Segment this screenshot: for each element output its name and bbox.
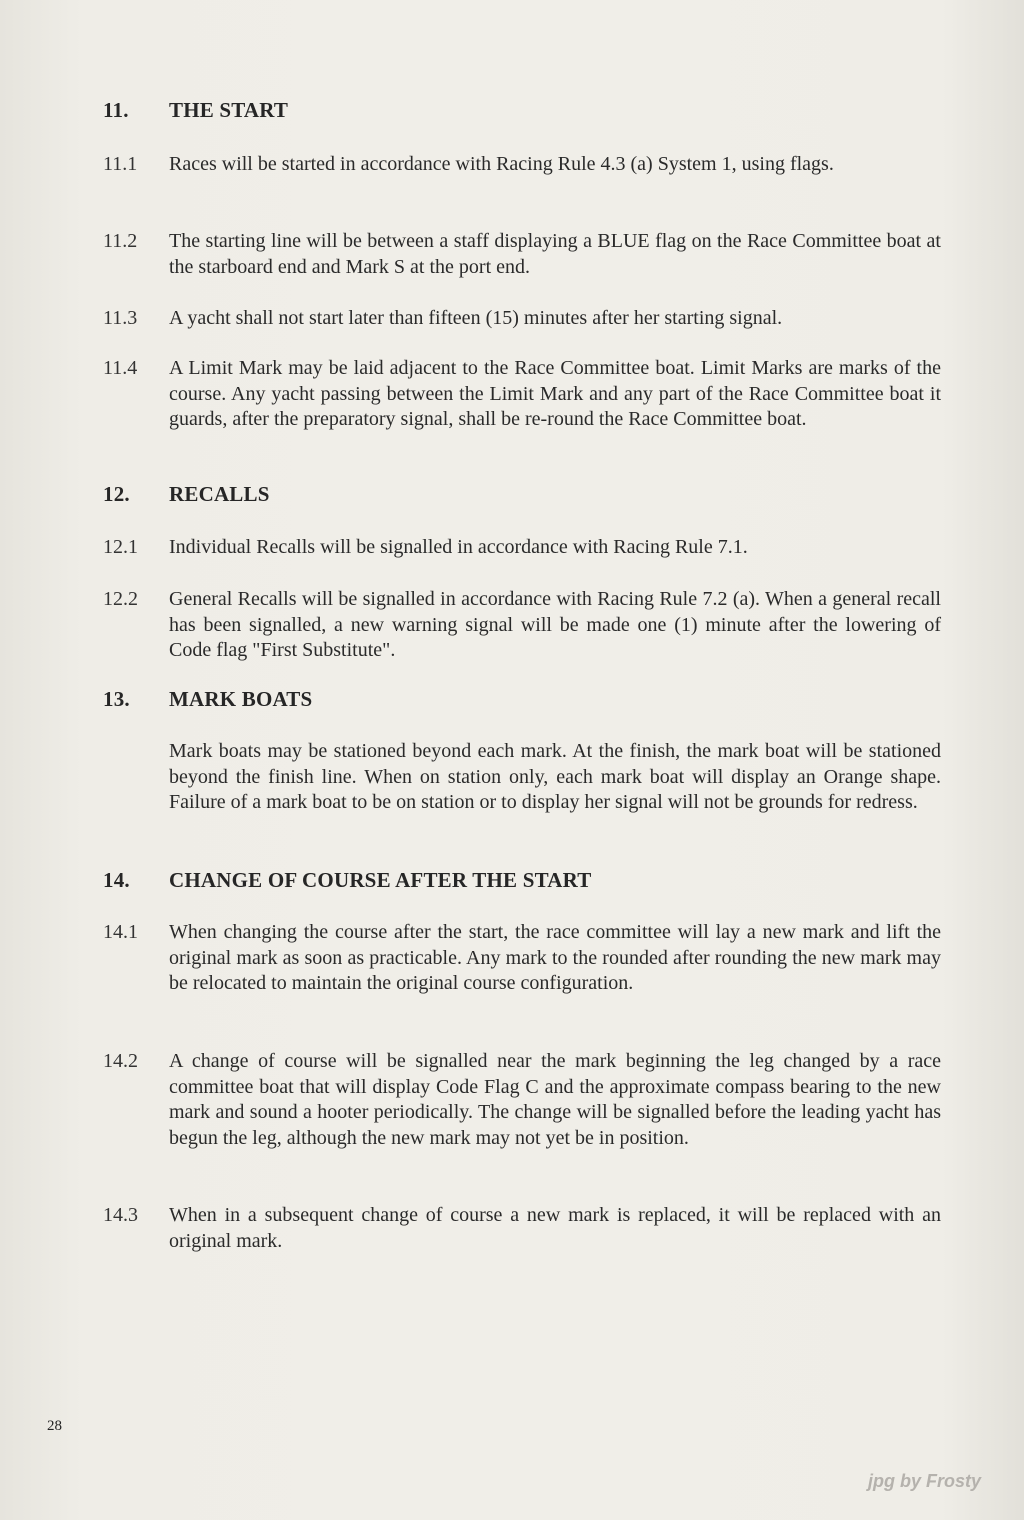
watermark: jpg by Frosty	[868, 1471, 982, 1491]
section-number: 11.	[103, 98, 129, 122]
section-13-paragraph: Mark boats may be stationed beyond each mark. At the finish, the mark boat will be stationed beyond the finish line. When on station only, each mark boat will display an Orange shape. Failure of a mark boat to be on station or to display her signal will not be grounds for redress.	[169, 740, 941, 813]
clause-14-1	[103, 920, 941, 997]
clause-number: 12.1	[103, 536, 138, 558]
clause-text: The starting line will be between a staff displaying a BLUE flag on the Race Committee boat at the starboard end and Mark S at the port end.	[169, 230, 941, 278]
section-title: MARK BOATS	[169, 687, 313, 711]
section-title: RECALLS	[169, 482, 270, 506]
clause-12-2	[103, 587, 941, 664]
clause-text: When in a subsequent change of course a new mark is replaced, it will be replaced with an original mark.	[169, 1204, 941, 1252]
clause-14-2	[103, 1049, 941, 1151]
clause-11-1	[103, 152, 941, 178]
section-title: THE START	[169, 98, 289, 122]
clause-text: When changing the course after the start, the race committee will lay a new mark and lift the original mark as soon as practicable. Any mark to the rounded after rounding the new mark may be relocated to maintain the original course configuration.	[169, 921, 941, 994]
clause-text: Races will be started in accordance with Racing Rule 4.3 (a) System 1, using flags.	[169, 153, 834, 175]
page-number: 28	[47, 1418, 62, 1434]
clause-12-1	[103, 535, 941, 561]
section-title: CHANGE OF COURSE AFTER THE START	[169, 868, 592, 892]
clause-11-2	[103, 229, 941, 280]
section-number: 14.	[103, 868, 130, 892]
section-number: 12.	[103, 482, 130, 506]
section-number: 13.	[103, 687, 130, 711]
clause-text: Individual Recalls will be signalled in accordance with Racing Rule 7.1.	[169, 536, 748, 558]
clause-number: 14.3	[103, 1204, 138, 1226]
clause-text: A Limit Mark may be laid adjacent to the Race Committee boat. Limit Marks are marks of the course. Any yacht passing between the Limit Mark and any part of the Race Committee boat it guards, after the preparatory signal, shall be re-round the Race Committee boat.	[169, 357, 941, 430]
clause-11-3	[103, 306, 941, 332]
section-heading-14	[103, 868, 591, 893]
clause-number: 14.1	[103, 921, 138, 943]
section-heading-11	[103, 98, 288, 123]
clause-11-4	[103, 356, 941, 433]
clause-number: 11.3	[103, 307, 138, 329]
clause-number: 11.4	[103, 357, 138, 379]
clause-number: 12.2	[103, 588, 138, 610]
clause-text: General Recalls will be signalled in accordance with Racing Rule 7.2 (a). When a general recall has been signalled, a new warning signal will be made one (1) minute after the lowering of Code flag "First Substitute".	[169, 588, 941, 661]
clause-text: A yacht shall not start later than fifteen (15) minutes after her starting signal.	[169, 307, 783, 329]
section-heading-12	[103, 482, 270, 507]
section-heading-13	[103, 687, 312, 712]
clause-14-3	[103, 1203, 941, 1254]
clause-number: 11.1	[103, 153, 138, 175]
clause-number: 14.2	[103, 1050, 138, 1072]
clause-number: 11.2	[103, 230, 138, 252]
clause-text: A change of course will be signalled near the mark beginning the leg changed by a race committee boat that will display Code Flag C and the approximate compass bearing to the new mark and sound a hooter periodically. The change will be signalled before the leading yacht has begun the leg, although the new mark may not yet be in position.	[169, 1050, 941, 1149]
